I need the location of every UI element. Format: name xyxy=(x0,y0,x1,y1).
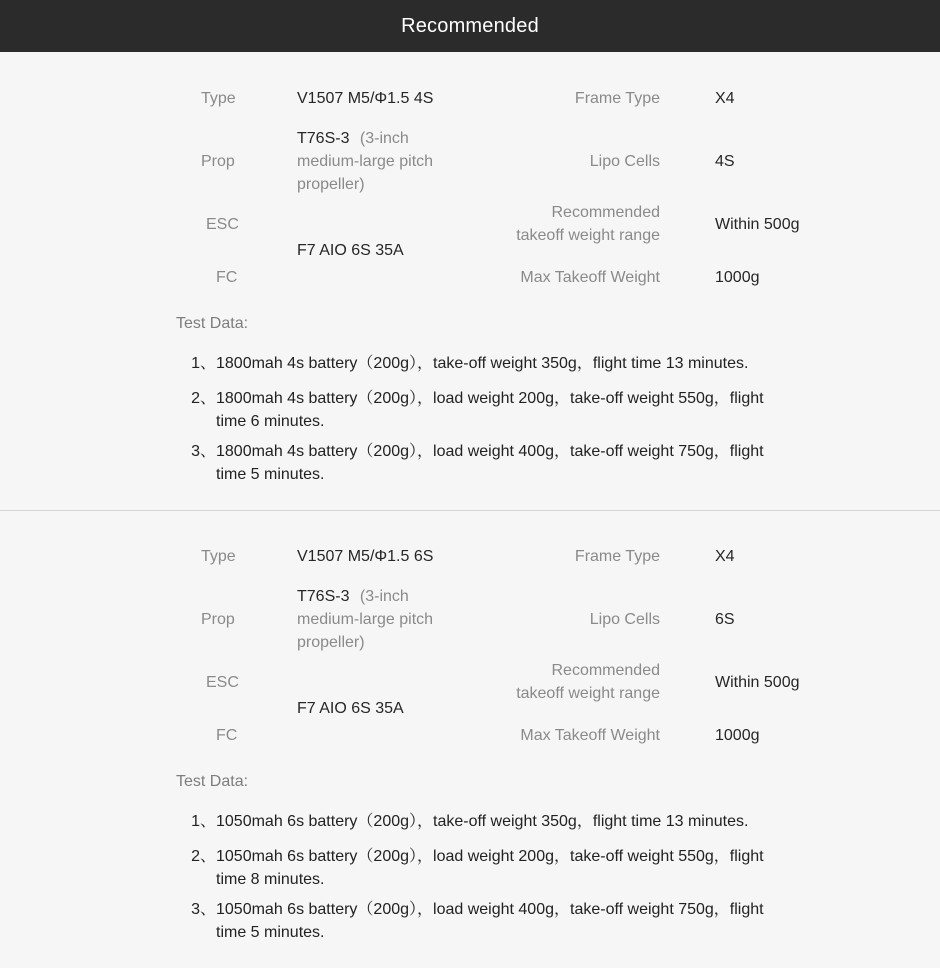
prop-value xyxy=(297,585,433,654)
rec-weight-value: Within 500g xyxy=(715,216,800,233)
esc-fc-value: F7 AIO 6S 35A xyxy=(297,700,404,717)
test-item xyxy=(174,810,786,833)
prop-note-1: (3-inch xyxy=(359,130,409,147)
lipo-cells-value: 6S xyxy=(715,611,735,628)
rec-weight-label-line1: Recommended xyxy=(551,204,660,221)
test-item-number: 2、 xyxy=(191,390,216,407)
type-label: Type xyxy=(201,548,236,565)
max-weight-value: 1000g xyxy=(715,269,760,286)
test-item-number: 2、 xyxy=(191,848,216,865)
type-value: V1507 M5/Φ1.5 4S xyxy=(297,90,434,107)
fc-label: FC xyxy=(216,269,238,286)
rec-weight-label-line2: takeoff weight range xyxy=(516,685,660,702)
rec-weight-label-line1: Recommended xyxy=(551,662,660,679)
page-title: Recommended xyxy=(401,14,539,37)
max-weight-value: 1000g xyxy=(715,727,760,744)
esc-fc-value: F7 AIO 6S 35A xyxy=(297,242,404,259)
test-data-title: Test Data: xyxy=(176,315,249,332)
prop-note-2: medium-large pitch xyxy=(297,611,434,628)
frame-type-label: Frame Type xyxy=(574,548,660,565)
test-item xyxy=(174,898,786,944)
rec-weight-label-line2: takeoff weight range xyxy=(516,227,660,244)
lipo-cells-label: Lipo Cells xyxy=(589,611,660,628)
test-item-text: 1050mah 6s battery（200g），take-off weight 350g，flight time 13 minutes. xyxy=(216,813,749,830)
prop-label: Prop xyxy=(201,153,235,170)
prop-model: T76S-3 xyxy=(297,130,350,147)
prop-note-3: propeller) xyxy=(297,176,365,193)
test-item-number: 3、 xyxy=(191,901,216,918)
test-item-number: 1、 xyxy=(191,813,216,830)
page-header xyxy=(0,0,940,52)
frame-type-value: X4 xyxy=(715,548,735,565)
prop-note-2: medium-large pitch xyxy=(297,153,434,170)
prop-label: Prop xyxy=(201,611,235,628)
test-item xyxy=(174,845,786,891)
test-data-title: Test Data: xyxy=(176,773,249,790)
test-item-number: 1、 xyxy=(191,355,216,372)
frame-type-value: X4 xyxy=(715,90,735,107)
prop-note-3: propeller) xyxy=(297,634,365,651)
type-label: Type xyxy=(201,90,236,107)
rec-weight-value: Within 500g xyxy=(715,674,800,691)
test-item-text: 1050mah 6s battery（200g），load weight 200g，take-off weight 550g，flight time 8 minutes. xyxy=(216,848,764,888)
spec-section-4s xyxy=(0,52,940,510)
test-item-text: 1800mah 4s battery（200g），load weight 400g，take-off weight 750g，flight time 5 minutes. xyxy=(216,443,764,483)
esc-label: ESC xyxy=(206,216,239,233)
lipo-cells-value: 4S xyxy=(715,153,735,170)
prop-note-1: (3-inch xyxy=(359,588,409,605)
lipo-cells-label: Lipo Cells xyxy=(589,153,660,170)
spec-section-6s xyxy=(0,510,940,968)
fc-label: FC xyxy=(216,727,238,744)
test-item-number: 3、 xyxy=(191,443,216,460)
test-item-text: 1050mah 6s battery（200g），load weight 400g，take-off weight 750g，flight time 5 minutes. xyxy=(216,901,764,941)
rec-weight-label xyxy=(516,201,660,247)
esc-label: ESC xyxy=(206,674,239,691)
test-item-text: 1800mah 4s battery（200g），take-off weight 350g，flight time 13 minutes. xyxy=(216,355,749,372)
test-item-text: 1800mah 4s battery（200g），load weight 200g，take-off weight 550g，flight time 6 minutes. xyxy=(216,390,764,430)
test-item xyxy=(174,440,786,486)
prop-model: T76S-3 xyxy=(297,588,350,605)
test-item xyxy=(174,352,786,375)
prop-value xyxy=(297,127,433,196)
max-weight-label: Max Takeoff Weight xyxy=(520,727,660,744)
max-weight-label: Max Takeoff Weight xyxy=(520,269,660,286)
type-value: V1507 M5/Φ1.5 6S xyxy=(297,548,434,565)
rec-weight-label xyxy=(516,659,660,705)
test-item xyxy=(174,387,786,433)
frame-type-label: Frame Type xyxy=(574,90,660,107)
